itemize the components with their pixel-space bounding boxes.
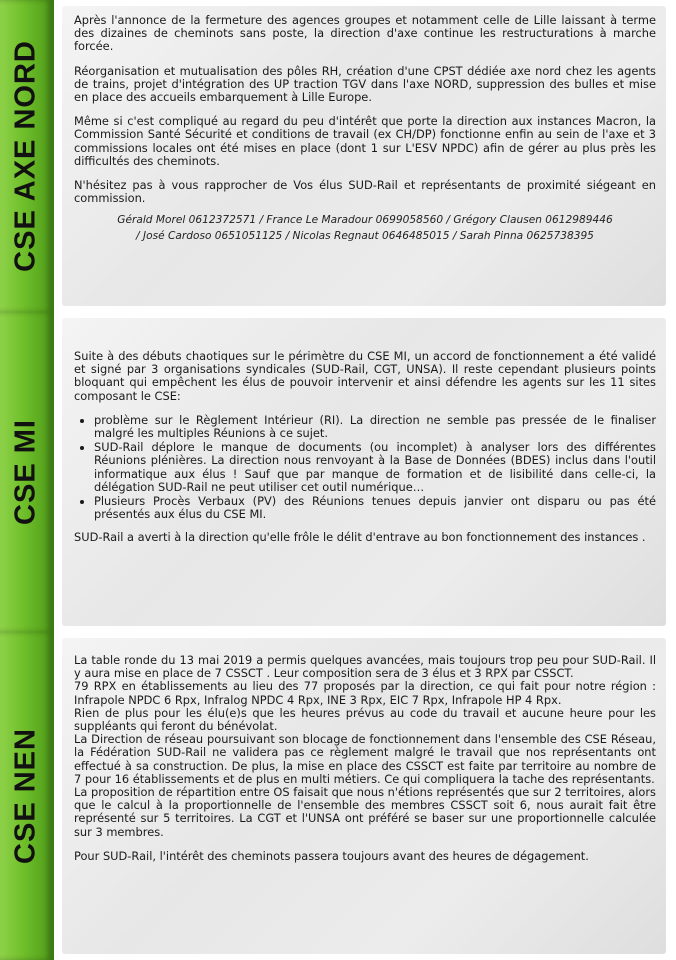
closing-paragraph: Pour SUD-Rail, l'intérêt des cheminots passera toujours avant des heures de dégagement. <box>74 848 589 863</box>
side-label: CSE AXE NORD <box>9 40 42 272</box>
paragraph: La table ronde du 13 mai 2019 a permis quelques avancées, mais toujours trop peu pour SUD-Rail. Il y aura mise en place de 7 CSSCT . Leur composition sera de 3 élus et 3 RPX par CSSCT. <box>74 653 656 681</box>
side-tab-cse-axe-nord <box>0 0 54 312</box>
list-item: • problème sur le Règlement Intérieur (RI). La direction ne semble pas pressée de le finaliser malgré les multiples Réunions à ce sujet. <box>94 414 656 440</box>
list-item: • Plusieurs Procès Verbaux (PV) des Réunions tenues depuis janvier ont disparu ou pas été présentés aux élus du CSE MI. <box>94 495 656 521</box>
section-cse-axe-nord <box>0 0 676 312</box>
list-item: • SUD-Rail déplore le manque de documents (ou incomplet) à analyser lors des différentes Réunions plénières. La direction nous renvoyant à la Base de Données (BDES) inclus dans l'outil informatique aux élus ! Sauf que par manque de formation et de lisibilité dans celle-ci, la délégation SUD-Rail ne peut utiliser cet outil numérique… <box>94 441 656 494</box>
paragraph: La proposition de répartition entre OS faisait que nous n'étions représentés que sur 2 territoires, alors que le calcul à la proportionnelle de l'ensemble des membres CSSCT soit 6, nous aurait fait être représenté sur 5 territoires. La CGT et l'UNSA ont préféré se baser sur une proportionnelle calculée sur 3 membres. <box>74 785 656 839</box>
paragraph: Réorganisation et mutualisation des pôles RH, création d'une CPST dédiée axe nord chez les agents de trains, projet d'intégration des UP traction TGV dans l'axe NORD, suppression des bulles et mise en place des accueils embarquement à Lille Europe. <box>74 63 656 105</box>
paragraph: N'hésitez pas à vous rapprocher de Vos élus SUD-Rail et représentants de proximité siégeant en commission. <box>74 178 656 206</box>
section-cse-nen <box>0 632 676 960</box>
side-tab-cse-mi <box>0 312 54 632</box>
paragraph: La Direction de réseau poursuivant son blocage de fonctionnement dans l'ensemble des CSE Réseau, la Fédération SUD-Rail ne validera pas ce règlement malgré le travail que nos représentants ont effectué à sa construction. De plus, la mise en place des CSSCT est faite par territoire au nombre de 7 pour 16 établissements et de plus en multi métiers. Ce qui compliquera la tache des représentants. <box>74 732 656 786</box>
paragraph: Rien de plus pour les élu(e)s que les heures prévus au code du travail et aucune heure pour les suppléants qui feront du bénévolat. <box>74 705 656 734</box>
paragraph: 79 RPX en établissements au lieu des 77 proposés par la direction, ce qui fait pour notre région : Infrapole NPDC 6 Rpx, Infralog NPDC 4 Rpx, INE 3 Rpx, EIC 7 Rpx, Infrapole HP 4 Rpx. <box>74 679 656 707</box>
side-label: CSE MI <box>9 419 42 525</box>
contacts-line: Gérald Morel 0612372571 / France Le Maradour 0699058560 / Grégory Clausen 0612989446 <box>117 214 613 227</box>
side-tab-cse-nen <box>0 632 54 960</box>
paragraph: Après l'annonce de la fermeture des agences groupes et notamment celle de Lille laissant à terme des dizaines de cheminots sans poste, la direction d'axe continue les restructurations à marche forcée. <box>74 13 656 54</box>
contacts-line: / José Cardoso 0651051125 / Nicolas Regnaut 0646485015 / Sarah Pinna 0625738395 <box>136 230 594 243</box>
side-label: CSE NEN <box>9 728 42 864</box>
section-cse-mi <box>0 312 676 632</box>
paragraph: Suite à des débuts chaotiques sur le périmètre du CSE MI, un accord de fonctionnement a été validé et signé par 3 organisations syndicales (SUD-Rail, CGT, UNSA). Il reste cependant plusieurs points bloquant qui empêchent les élus de pouvoir intervenir et ainsi défendre les agents sur les 11 sites composant le CSE: <box>74 349 656 403</box>
content-panel <box>62 6 666 306</box>
bullet-list <box>74 414 656 522</box>
content-panel <box>62 638 666 954</box>
content-panel <box>62 318 666 626</box>
paragraph: SUD-Rail a averti à la direction qu'elle frôle le délit d'entrave au bon fonctionnement des instances . <box>74 530 646 545</box>
paragraph: Même si c'est compliqué au regard du peu d'intérêt que porte la direction aux instances Macron, la Commission Santé Sécurité et conditions de travail (ex CH/DP) fonctionne enfin au sein de l'axe et 3 commissions locales ont été mises en place (dont 1 sur L'ESV NPDC) afin de gérer au plus près les difficultés des cheminots. <box>74 114 656 168</box>
